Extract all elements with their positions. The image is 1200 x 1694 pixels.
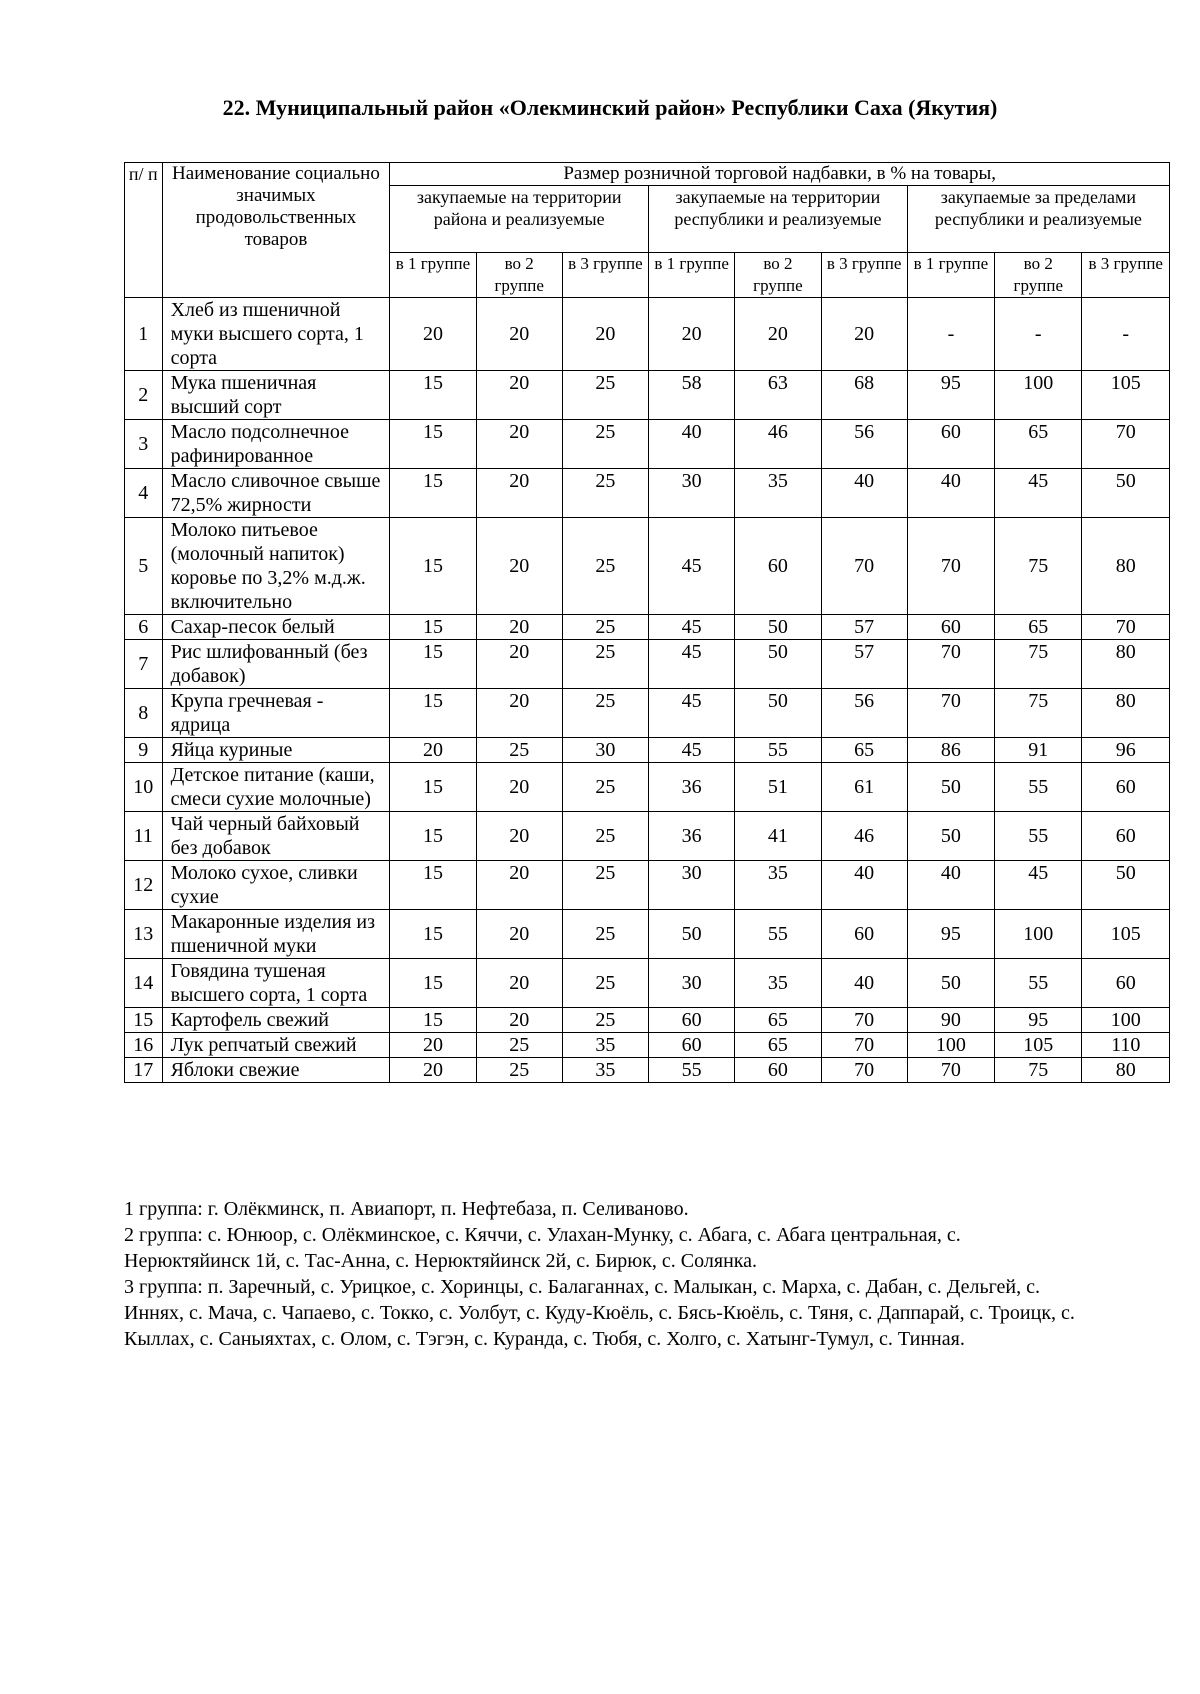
markup-value: 15 (390, 640, 476, 689)
markup-value: 20 (476, 861, 562, 910)
markup-value: 65 (735, 1033, 821, 1058)
markup-value: - (907, 298, 994, 371)
markup-value: 75 (995, 640, 1082, 689)
markup-value: 25 (562, 910, 648, 959)
markup-value: 20 (476, 298, 562, 371)
table-row (125, 1058, 1170, 1083)
markup-value: 41 (735, 812, 821, 861)
row-number: 1 (125, 298, 163, 371)
row-number: 4 (125, 469, 163, 518)
markup-value: 60 (907, 615, 994, 640)
markup-value: 50 (907, 763, 994, 812)
markup-value: 68 (821, 371, 907, 420)
row-number: 12 (125, 861, 163, 910)
note-group-3: 3 группа: п. Заречный, с. Урицкое, с. Хоринцы, с. Балаганнах, с. Малыкан, с. Марха, с. Дабан, с. Дельгей, с. Иннях, с. Мача, с. Чапаево, с. Токко, с. Уолбут, с. Куду-Кюёль, с. Бясь-Кюёль, с. Тяня, с. Даппарай, с. Троицк, с. Кыллах, с. Саныяхтах, с. Олом, с. Тэгэн, с. Куранда, с. Тюбя, с. Холго, с. Хатынг-Тумул, с. Тинная. (124, 1276, 1075, 1350)
product-name: Картофель свежий (162, 1008, 390, 1033)
markup-value: 15 (390, 910, 476, 959)
markup-value: 55 (735, 738, 821, 763)
markup-value: 70 (821, 1008, 907, 1033)
product-name: Лук репчатый свежий (162, 1033, 390, 1058)
markup-value: 63 (735, 371, 821, 420)
markup-value: 90 (907, 1008, 994, 1033)
table-row (125, 812, 1170, 861)
header-number: п/ п (125, 163, 163, 298)
markup-value: 15 (390, 959, 476, 1008)
markup-value: 20 (476, 615, 562, 640)
product-name: Яблоки свежие (162, 1058, 390, 1083)
markup-value: 25 (476, 1058, 562, 1083)
markup-value: 58 (649, 371, 735, 420)
markup-value: 20 (476, 518, 562, 615)
markup-value: 20 (390, 1033, 476, 1058)
markup-value: 100 (1082, 1008, 1170, 1033)
markup-value: 80 (1082, 689, 1170, 738)
markup-value: 50 (907, 812, 994, 861)
markup-value: 20 (476, 469, 562, 518)
markup-value: 60 (735, 1058, 821, 1083)
product-name: Рис шлифованный (без добавок) (162, 640, 390, 689)
markup-value: 20 (476, 420, 562, 469)
markup-value: 60 (1082, 763, 1170, 812)
product-name: Крупа гречневая - ядрица (162, 689, 390, 738)
markup-value: 15 (390, 763, 476, 812)
markup-value: 70 (907, 518, 994, 615)
markup-value: 15 (390, 469, 476, 518)
markup-value: 25 (562, 763, 648, 812)
row-number: 2 (125, 371, 163, 420)
markup-value: 50 (649, 910, 735, 959)
markup-value: 86 (907, 738, 994, 763)
markup-value: 55 (995, 763, 1082, 812)
markup-value: 45 (649, 640, 735, 689)
product-name: Масло подсолнечное рафинированное (162, 420, 390, 469)
markup-value: 30 (562, 738, 648, 763)
markup-value: 15 (390, 615, 476, 640)
markup-value: 65 (995, 615, 1082, 640)
markup-value: 105 (995, 1033, 1082, 1058)
markup-value: 57 (821, 640, 907, 689)
markup-value: 35 (562, 1058, 648, 1083)
markup-value: 25 (562, 420, 648, 469)
markup-value: 35 (735, 861, 821, 910)
markup-value: 65 (735, 1008, 821, 1033)
table-row (125, 1008, 1170, 1033)
markup-value: 80 (1082, 1058, 1170, 1083)
markup-value: 70 (1082, 420, 1170, 469)
markup-value: 70 (907, 1058, 994, 1083)
markup-value: 25 (562, 615, 648, 640)
markup-value: 75 (995, 518, 1082, 615)
markup-value: 25 (476, 1033, 562, 1058)
markup-value: 51 (735, 763, 821, 812)
table-row (125, 861, 1170, 910)
markup-value: 55 (735, 910, 821, 959)
markup-value: 70 (907, 640, 994, 689)
markup-value: 25 (476, 738, 562, 763)
markup-value: 50 (1082, 861, 1170, 910)
row-number: 5 (125, 518, 163, 615)
markup-value: 20 (476, 689, 562, 738)
markup-value: 20 (649, 298, 735, 371)
table-row (125, 371, 1170, 420)
product-name: Говядина тушеная высшего сорта, 1 сорта (162, 959, 390, 1008)
markup-value: 110 (1082, 1033, 1170, 1058)
markup-value: 95 (907, 910, 994, 959)
markup-value: 55 (995, 959, 1082, 1008)
markup-value: 25 (562, 689, 648, 738)
markup-value: 35 (735, 959, 821, 1008)
markup-value: 20 (476, 1008, 562, 1033)
markup-value: 20 (735, 298, 821, 371)
page-title: 22. Муниципальный район «Олекминский район» Республики Саха (Якутия) (222, 95, 998, 120)
product-name: Хлеб из пшеничной муки высшего сорта, 1 сорта (162, 298, 390, 371)
markup-value: 20 (476, 959, 562, 1008)
markup-value: 56 (821, 689, 907, 738)
product-name: Макаронные изделия из пшеничной муки (162, 910, 390, 959)
table-row (125, 763, 1170, 812)
markup-value: 60 (649, 1008, 735, 1033)
markup-value: 30 (649, 861, 735, 910)
markup-value: 20 (821, 298, 907, 371)
markup-value: 50 (907, 959, 994, 1008)
markup-table (124, 162, 1170, 1083)
markup-value: 35 (562, 1033, 648, 1058)
markup-value: 105 (1082, 910, 1170, 959)
table-row (125, 1033, 1170, 1058)
markup-value: 65 (821, 738, 907, 763)
markup-value: 36 (649, 812, 735, 861)
header-product-name: Наименование социально значимых продовольственных товаров (162, 163, 390, 298)
markup-value: 40 (821, 469, 907, 518)
markup-value: 95 (907, 371, 994, 420)
markup-value: 15 (390, 518, 476, 615)
markup-value: 60 (1082, 959, 1170, 1008)
markup-value: 60 (821, 910, 907, 959)
group-notes (124, 1196, 1084, 1352)
row-number: 9 (125, 738, 163, 763)
row-number: 10 (125, 763, 163, 812)
markup-value: 40 (907, 469, 994, 518)
note-group-2: 2 группа: с. Юнюор, с. Олёкминское, с. Кяччи, с. Улахан-Мунку, с. Абага, с. Абага центральная, с. Нерюктяйинск 1й, с. Тас-Анна, с. Нерюктяйинск 2й, с. Бирюк, с. Солянка. (124, 1224, 961, 1272)
markup-value: 20 (562, 298, 648, 371)
header-group: во 2 группе (735, 253, 821, 298)
table-row (125, 469, 1170, 518)
markup-value: 70 (907, 689, 994, 738)
table-row (125, 910, 1170, 959)
markup-value: 20 (476, 812, 562, 861)
row-number: 8 (125, 689, 163, 738)
header-group: в 3 группе (562, 253, 648, 298)
markup-value: 20 (476, 371, 562, 420)
table-row (125, 959, 1170, 1008)
markup-value: 15 (390, 371, 476, 420)
markup-value: 25 (562, 812, 648, 861)
markup-value: 45 (649, 738, 735, 763)
markup-value: 70 (1082, 615, 1170, 640)
markup-value: 60 (1082, 812, 1170, 861)
markup-value: 20 (476, 640, 562, 689)
markup-value: 80 (1082, 518, 1170, 615)
row-number: 6 (125, 615, 163, 640)
markup-value: 91 (995, 738, 1082, 763)
header-group: в 1 группе (907, 253, 994, 298)
markup-value: 20 (390, 1058, 476, 1083)
markup-value: 45 (649, 615, 735, 640)
markup-value: 15 (390, 1008, 476, 1033)
table-row (125, 420, 1170, 469)
markup-value: - (995, 298, 1082, 371)
markup-value: 50 (735, 615, 821, 640)
markup-value: 45 (649, 518, 735, 615)
markup-value: 20 (390, 298, 476, 371)
table-row (125, 640, 1170, 689)
markup-value: 15 (390, 812, 476, 861)
product-name: Мука пшеничная высший сорт (162, 371, 390, 420)
header-group: в 1 группе (390, 253, 476, 298)
markup-value: 100 (995, 371, 1082, 420)
markup-value: 25 (562, 959, 648, 1008)
markup-value: 45 (995, 469, 1082, 518)
markup-value: 70 (821, 518, 907, 615)
table-row (125, 738, 1170, 763)
product-name: Сахар-песок белый (162, 615, 390, 640)
header-group: в 3 группе (821, 253, 907, 298)
markup-value: 40 (821, 861, 907, 910)
header-group: во 2 группе (476, 253, 562, 298)
row-number: 14 (125, 959, 163, 1008)
markup-value: 50 (1082, 469, 1170, 518)
header-group: в 3 группе (1082, 253, 1170, 298)
markup-value: 25 (562, 469, 648, 518)
markup-value: 80 (1082, 640, 1170, 689)
markup-value: 61 (821, 763, 907, 812)
header-markup: Размер розничной торговой надбавки, в % на товары, (390, 163, 1170, 186)
header-group: в 1 группе (649, 253, 735, 298)
markup-value: 105 (1082, 371, 1170, 420)
row-number: 15 (125, 1008, 163, 1033)
markup-value: 30 (649, 959, 735, 1008)
markup-value: 70 (821, 1058, 907, 1083)
markup-value: 75 (995, 1058, 1082, 1083)
markup-value: 25 (562, 861, 648, 910)
markup-value: 45 (649, 689, 735, 738)
markup-value: 55 (995, 812, 1082, 861)
markup-value: 75 (995, 689, 1082, 738)
markup-value: 20 (476, 910, 562, 959)
markup-value: 50 (735, 689, 821, 738)
markup-value: 25 (562, 518, 648, 615)
markup-value: 20 (476, 763, 562, 812)
product-name: Молоко питьевое (молочный напиток) коровье по 3,2% м.д.ж. включительно (162, 518, 390, 615)
row-number: 3 (125, 420, 163, 469)
markup-value: 15 (390, 420, 476, 469)
header-outside: закупаемые за пределами республики и реализуемые (907, 186, 1169, 253)
markup-value: 40 (649, 420, 735, 469)
table-row (125, 615, 1170, 640)
markup-value: 95 (995, 1008, 1082, 1033)
markup-value: 40 (821, 959, 907, 1008)
product-name: Детское питание (каши, смеси сухие молочные) (162, 763, 390, 812)
markup-value: 25 (562, 640, 648, 689)
markup-value: 36 (649, 763, 735, 812)
markup-value: - (1082, 298, 1170, 371)
markup-value: 35 (735, 469, 821, 518)
product-name: Масло сливочное свыше 72,5% жирности (162, 469, 390, 518)
table-row (125, 298, 1170, 371)
product-name: Чай черный байховый без добавок (162, 812, 390, 861)
product-name: Молоко сухое, сливки сухие (162, 861, 390, 910)
markup-value: 60 (735, 518, 821, 615)
markup-value: 25 (562, 371, 648, 420)
product-name: Яйца куриные (162, 738, 390, 763)
markup-value: 57 (821, 615, 907, 640)
markup-value: 15 (390, 689, 476, 738)
markup-value: 100 (995, 910, 1082, 959)
row-number: 7 (125, 640, 163, 689)
markup-value: 60 (649, 1033, 735, 1058)
row-number: 11 (125, 812, 163, 861)
markup-value: 65 (995, 420, 1082, 469)
markup-value: 40 (907, 861, 994, 910)
markup-value: 25 (562, 1008, 648, 1033)
header-district: закупаемые на территории района и реализуемые (390, 186, 649, 253)
markup-value: 20 (390, 738, 476, 763)
markup-value: 50 (735, 640, 821, 689)
markup-value: 56 (821, 420, 907, 469)
markup-value: 46 (821, 812, 907, 861)
markup-value: 30 (649, 469, 735, 518)
markup-value: 55 (649, 1058, 735, 1083)
header-group: во 2 группе (995, 253, 1082, 298)
table-row (125, 689, 1170, 738)
markup-value: 15 (390, 861, 476, 910)
markup-value: 60 (907, 420, 994, 469)
markup-value: 70 (821, 1033, 907, 1058)
row-number: 16 (125, 1033, 163, 1058)
markup-value: 46 (735, 420, 821, 469)
row-number: 17 (125, 1058, 163, 1083)
markup-value: 100 (907, 1033, 994, 1058)
table-row (125, 518, 1170, 615)
markup-value: 96 (1082, 738, 1170, 763)
row-number: 13 (125, 910, 163, 959)
markup-value: 45 (995, 861, 1082, 910)
note-group-1: 1 группа: г. Олёкминск, п. Авиапорт, п. Нефтебаза, п. Селиваново. (124, 1198, 689, 1220)
header-republic: закупаемые на территории республики и реализуемые (649, 186, 908, 253)
